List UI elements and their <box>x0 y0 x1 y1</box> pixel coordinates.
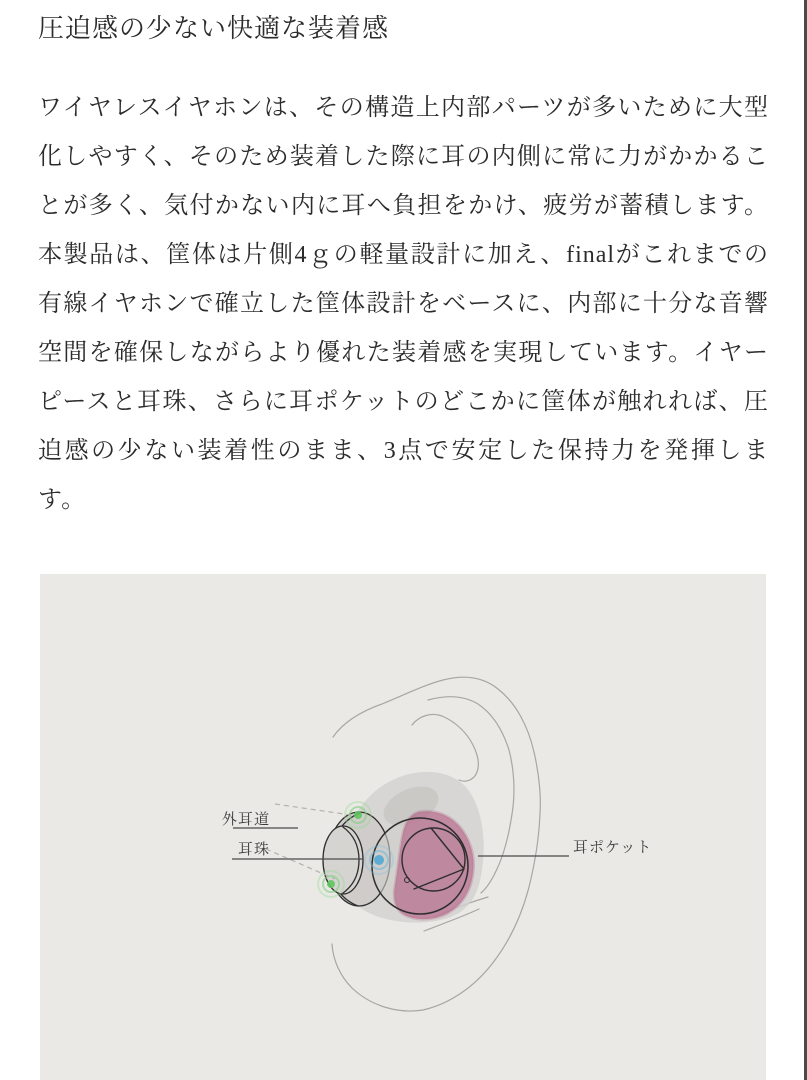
body-paragraph: ワイヤレスイヤホンは、その構造上内部パーツが多いために大型化しやすく、そのため装着した際に耳の内側に常に力がかかることが多く、気付かない内に耳へ負担をかけ、疲労が蓄積します。本製品は、筐体は片側4ｇの軽量設計に加え、finalがこれまでの有線イヤホンで確立した筐体設計をベースに、内部に十分な音響空間を確保しながらより優れた装着感を実現しています。イヤーピースと耳珠、さらに耳ポケットのどこかに筐体が触れれば、圧迫感の少ない装着性のまま、3点で安定した保持力を発揮します。 <box>38 95 769 513</box>
section-heading: 圧迫感の少ない快適な装着感 <box>38 14 390 43</box>
label-ear-canal: 外耳道 <box>221 812 270 828</box>
dashed-pointer-top <box>275 804 351 815</box>
label-tragus: 耳珠 <box>237 842 270 858</box>
ear-fit-diagram-panel <box>40 574 766 1080</box>
antihelix-fold-line <box>412 714 478 781</box>
label-ear-pocket: 耳ポケット <box>573 840 653 856</box>
contact-ripple-blue <box>365 846 393 874</box>
